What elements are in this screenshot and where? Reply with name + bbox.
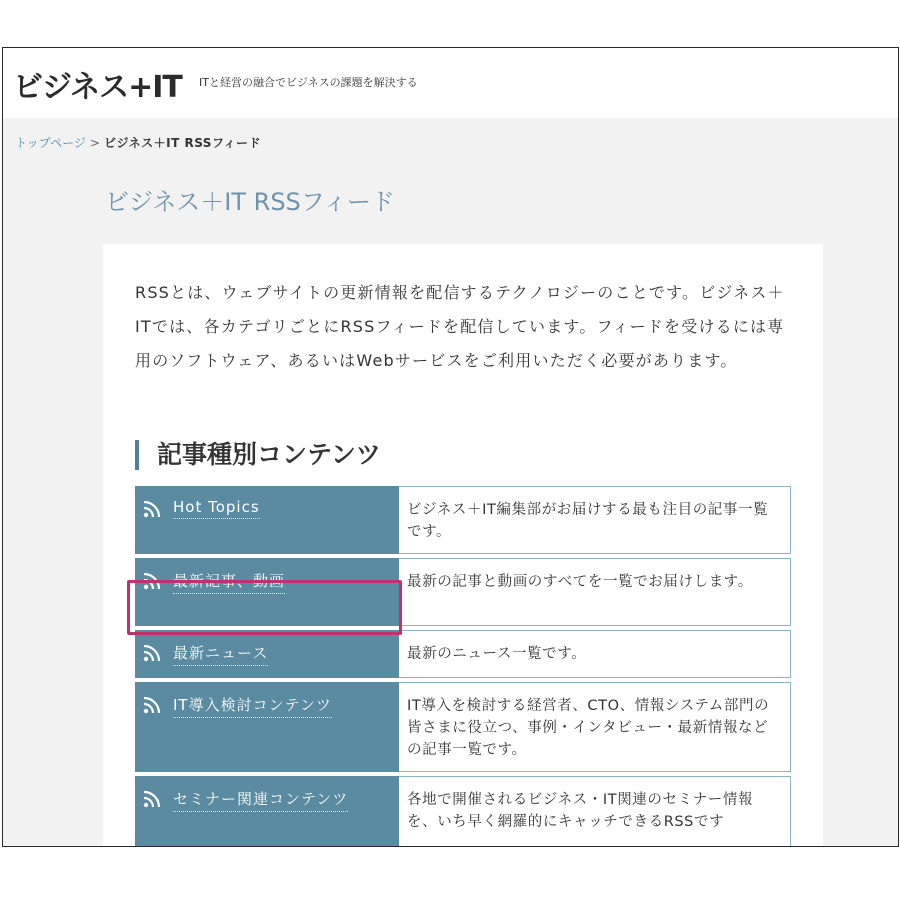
feed-description: ビジネス＋IT編集部がお届けする最も注目の記事一覧です。	[399, 486, 791, 554]
feed-row-it-adoption	[135, 682, 791, 772]
feed-link[interactable]: IT導入検討コンテンツ	[173, 694, 332, 718]
feed-link[interactable]: 最新ニュース	[173, 642, 268, 666]
site-logo[interactable]: ビジネス+IT	[13, 70, 182, 105]
site-tagline: ITと経営の融合でビジネスの課題を解決する	[199, 76, 418, 89]
rss-icon	[143, 696, 161, 714]
feed-description: 最新の記事と動画のすべてを一覧でお届けします。	[399, 558, 791, 626]
content-card	[103, 244, 823, 847]
highlight-box	[127, 580, 402, 635]
feed-name-cell	[135, 776, 399, 847]
feed-name-cell	[135, 630, 399, 678]
breadcrumb-separator: >	[89, 136, 100, 150]
feed-description: IT導入を検討する経営者、CTO、情報システム部門の皆さまに役立つ、事例・インタビュー・最新情報などの記事一覧です。	[399, 682, 791, 772]
feed-name-cell	[135, 682, 399, 772]
section-heading: 記事種別コンテンツ	[135, 440, 381, 470]
rss-icon	[143, 500, 161, 518]
browser-page	[2, 47, 899, 847]
feed-link[interactable]: 最新記事、動画	[173, 570, 285, 594]
rss-icon	[143, 790, 161, 808]
breadcrumb-home-link[interactable]: トップページ	[15, 136, 86, 150]
page-title: ビジネス＋IT RSSフィード	[105, 188, 395, 216]
feed-description: 各地で開催されるビジネス・IT関連のセミナー情報を、いち早く網羅的にキャッチできるRSSです	[399, 776, 791, 847]
rss-icon	[143, 644, 161, 662]
feed-row-seminars	[135, 776, 791, 847]
feed-row-hot-topics	[135, 486, 791, 554]
site-header	[3, 48, 898, 118]
breadcrumb	[15, 134, 261, 151]
intro-text: RSSとは、ウェブサイトの更新情報を配信するテクノロジーのことです。ビジネス＋ITでは、各カテゴリごとにRSSフィードを配信しています。フィードを受けるには専用のソフトウェア、あるいはWebサービスをご利用いただく必要があります。	[135, 283, 785, 370]
feed-description: 最新のニュース一覧です。	[399, 630, 791, 678]
feed-name-cell	[135, 486, 399, 554]
feed-row-latest-news	[135, 630, 791, 678]
feed-link[interactable]: Hot Topics	[173, 498, 260, 519]
feed-link[interactable]: セミナー関連コンテンツ	[173, 788, 348, 812]
breadcrumb-current: ビジネス＋IT RSSフィード	[103, 136, 261, 150]
